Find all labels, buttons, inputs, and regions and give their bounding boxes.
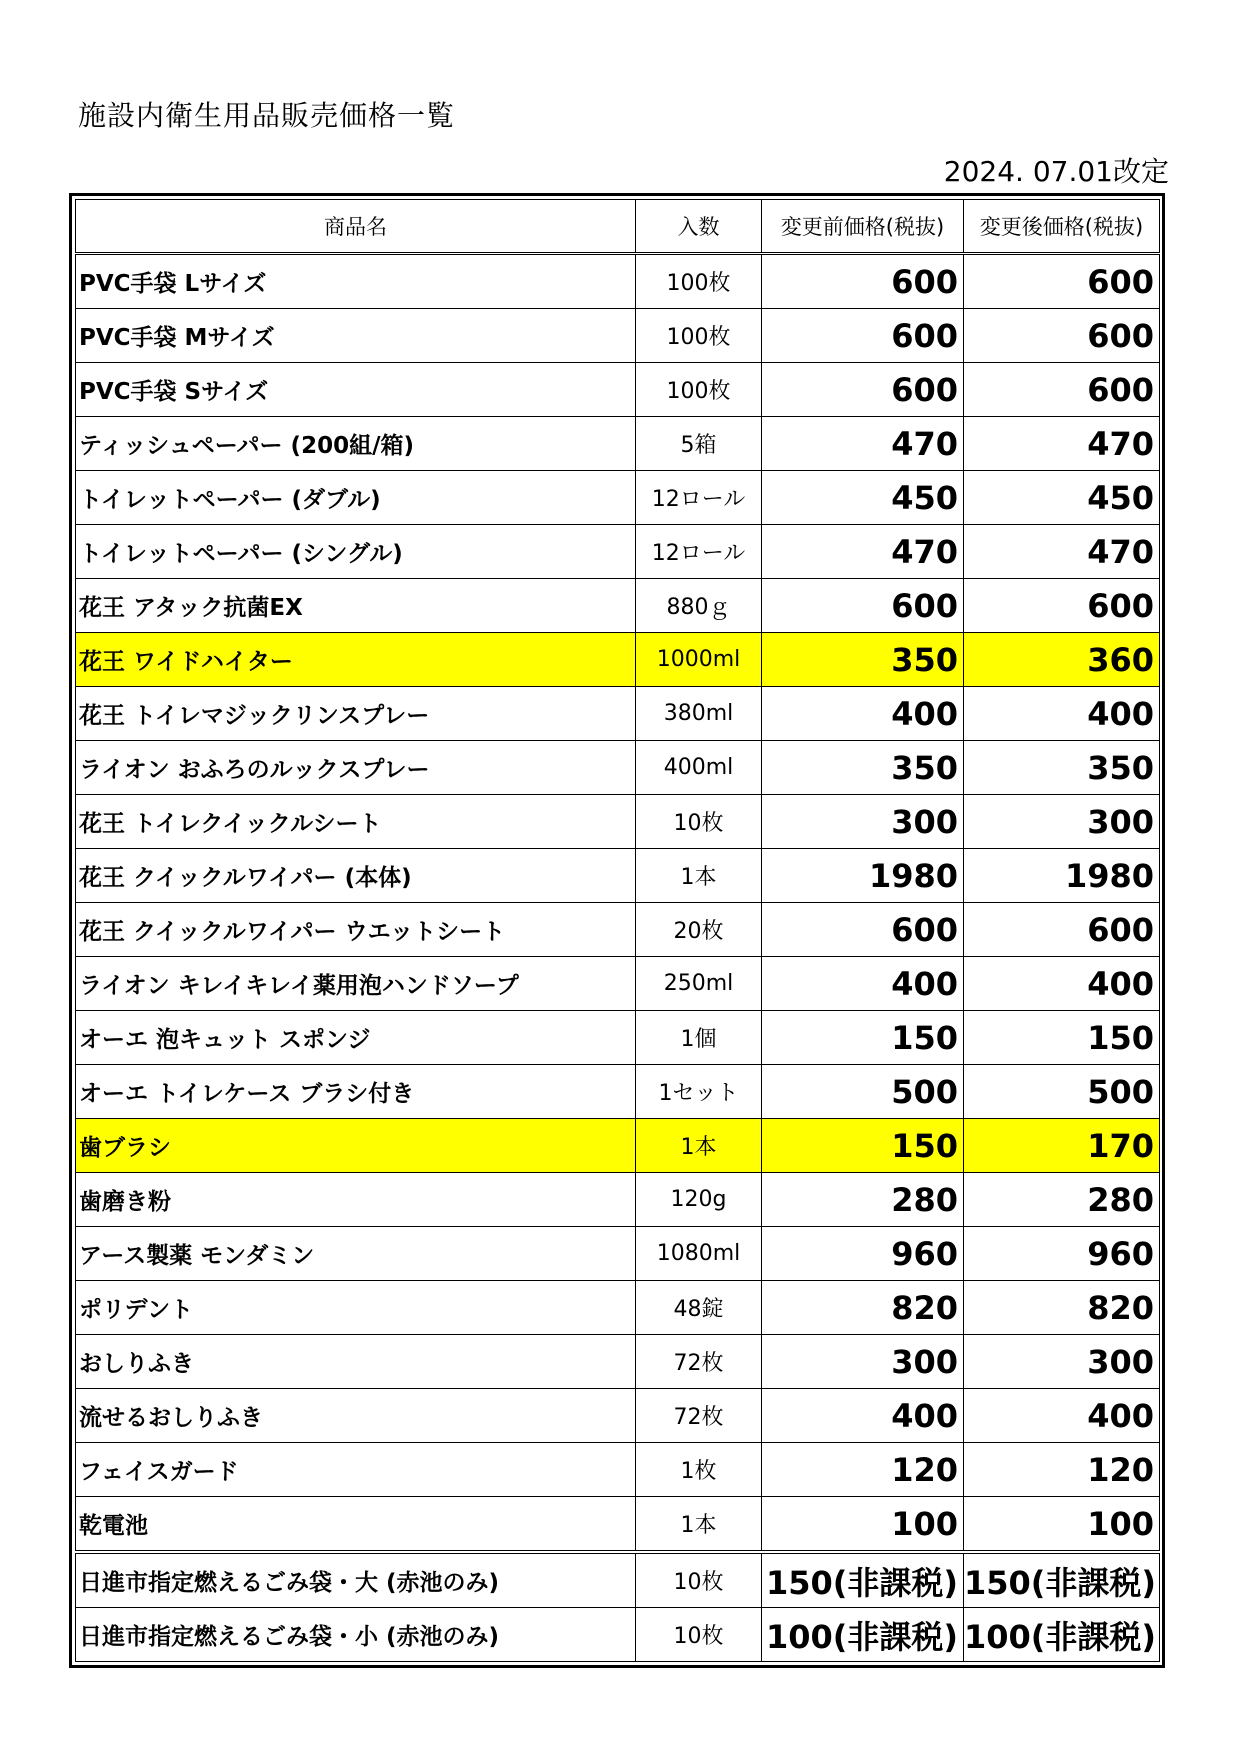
- header-new-price: 変更後価格(税抜): [964, 200, 1160, 254]
- product-name-cell: おしりふき: [76, 1335, 636, 1389]
- product-name-cell: トイレットペーパー (シングル): [76, 525, 636, 579]
- new-price-cell: 1980: [964, 849, 1160, 903]
- quantity-cell: 1セット: [636, 1065, 762, 1119]
- new-price-cell: 600: [964, 363, 1160, 417]
- table-row: [76, 957, 1160, 1011]
- price-table: [75, 199, 1160, 1662]
- new-price-cell: 100: [964, 1497, 1160, 1553]
- new-price-cell: 400: [964, 957, 1160, 1011]
- quantity-cell: 72枚: [636, 1389, 762, 1443]
- table-row: [76, 1608, 1160, 1662]
- product-name-cell: ライオン キレイキレイ薬用泡ハンドソープ: [76, 957, 636, 1011]
- old-price-cell: 300: [762, 795, 964, 849]
- quantity-cell: 10枚: [636, 1552, 762, 1608]
- old-price-cell: 120: [762, 1443, 964, 1497]
- old-price-cell: 470: [762, 525, 964, 579]
- old-price-cell: 300: [762, 1335, 964, 1389]
- quantity-cell: 1枚: [636, 1443, 762, 1497]
- product-name-cell: 花王 ワイドハイター: [76, 633, 636, 687]
- table-row: [76, 579, 1160, 633]
- header-row: [76, 200, 1160, 254]
- header-old-price: 変更前価格(税抜): [762, 200, 964, 254]
- quantity-cell: 72枚: [636, 1335, 762, 1389]
- new-price-cell: 600: [964, 903, 1160, 957]
- product-name-cell: 歯ブラシ: [76, 1119, 636, 1173]
- new-price-cell: 150(非課税): [964, 1552, 1160, 1608]
- product-name-cell: アース製薬 モンダミン: [76, 1227, 636, 1281]
- quantity-cell: 1本: [636, 849, 762, 903]
- revision-date: 2024. 07.01改定: [943, 155, 1169, 188]
- table-row: [76, 1443, 1160, 1497]
- new-price-cell: 360: [964, 633, 1160, 687]
- price-table-frame: [69, 193, 1165, 1668]
- table-row: [76, 849, 1160, 903]
- quantity-cell: 1000ml: [636, 633, 762, 687]
- new-price-cell: 100(非課税): [964, 1608, 1160, 1662]
- old-price-cell: 600: [762, 579, 964, 633]
- product-name-cell: 花王 クイックルワイパー (本体): [76, 849, 636, 903]
- quantity-cell: 20枚: [636, 903, 762, 957]
- table-row: [76, 471, 1160, 525]
- product-name-cell: 乾電池: [76, 1497, 636, 1553]
- old-price-cell: 100(非課税): [762, 1608, 964, 1662]
- new-price-cell: 170: [964, 1119, 1160, 1173]
- table-row: [76, 1389, 1160, 1443]
- product-name-cell: オーエ トイレケース ブラシ付き: [76, 1065, 636, 1119]
- product-name-cell: 流せるおしりふき: [76, 1389, 636, 1443]
- new-price-cell: 300: [964, 1335, 1160, 1389]
- new-price-cell: 350: [964, 741, 1160, 795]
- table-row: [76, 525, 1160, 579]
- new-price-cell: 400: [964, 687, 1160, 741]
- new-price-cell: 470: [964, 417, 1160, 471]
- product-name-cell: PVC手袋 Lサイズ: [76, 254, 636, 309]
- quantity-cell: 100枚: [636, 309, 762, 363]
- table-row: [76, 1281, 1160, 1335]
- table-row: [76, 1497, 1160, 1553]
- table-row: [76, 1552, 1160, 1608]
- quantity-cell: 48錠: [636, 1281, 762, 1335]
- old-price-cell: 350: [762, 741, 964, 795]
- quantity-cell: 10枚: [636, 795, 762, 849]
- old-price-cell: 600: [762, 254, 964, 309]
- old-price-cell: 470: [762, 417, 964, 471]
- quantity-cell: 380ml: [636, 687, 762, 741]
- old-price-cell: 400: [762, 957, 964, 1011]
- table-row: [76, 1227, 1160, 1281]
- new-price-cell: 150: [964, 1011, 1160, 1065]
- quantity-cell: 250ml: [636, 957, 762, 1011]
- new-price-cell: 450: [964, 471, 1160, 525]
- table-row: [76, 1065, 1160, 1119]
- new-price-cell: 300: [964, 795, 1160, 849]
- product-name-cell: 歯磨き粉: [76, 1173, 636, 1227]
- product-name-cell: PVC手袋 Sサイズ: [76, 363, 636, 417]
- product-name-cell: 花王 アタック抗菌EX: [76, 579, 636, 633]
- old-price-cell: 150: [762, 1119, 964, 1173]
- quantity-cell: 100枚: [636, 363, 762, 417]
- quantity-cell: 1個: [636, 1011, 762, 1065]
- old-price-cell: 100: [762, 1497, 964, 1553]
- table-row: [76, 741, 1160, 795]
- table-row: [76, 309, 1160, 363]
- product-name-cell: 花王 トイレクイックルシート: [76, 795, 636, 849]
- quantity-cell: 120g: [636, 1173, 762, 1227]
- old-price-cell: 400: [762, 687, 964, 741]
- quantity-cell: 10枚: [636, 1608, 762, 1662]
- table-row: [76, 687, 1160, 741]
- product-name-cell: ティッシュペーパー (200組/箱): [76, 417, 636, 471]
- old-price-cell: 600: [762, 309, 964, 363]
- quantity-cell: 12ロール: [636, 525, 762, 579]
- old-price-cell: 150(非課税): [762, 1552, 964, 1608]
- header-qty: 入数: [636, 200, 762, 254]
- header-name: 商品名: [76, 200, 636, 254]
- old-price-cell: 1980: [762, 849, 964, 903]
- table-row: [76, 795, 1160, 849]
- product-rows: [76, 254, 1160, 1553]
- garbage-bag-rows: [76, 1552, 1160, 1662]
- new-price-cell: 960: [964, 1227, 1160, 1281]
- old-price-cell: 960: [762, 1227, 964, 1281]
- old-price-cell: 600: [762, 903, 964, 957]
- table-row: [76, 1173, 1160, 1227]
- product-name-cell: 日進市指定燃えるごみ袋・大 (赤池のみ): [76, 1552, 636, 1608]
- product-name-cell: PVC手袋 Mサイズ: [76, 309, 636, 363]
- product-name-cell: トイレットペーパー (ダブル): [76, 471, 636, 525]
- new-price-cell: 400: [964, 1389, 1160, 1443]
- product-name-cell: 花王 クイックルワイパー ウエットシート: [76, 903, 636, 957]
- page-title: 施設内衛生用品販売価格一覧: [78, 99, 456, 132]
- product-name-cell: ライオン おふろのルックスプレー: [76, 741, 636, 795]
- quantity-cell: 1080ml: [636, 1227, 762, 1281]
- quantity-cell: 400ml: [636, 741, 762, 795]
- old-price-cell: 150: [762, 1011, 964, 1065]
- table-row: [76, 363, 1160, 417]
- quantity-cell: 5箱: [636, 417, 762, 471]
- new-price-cell: 600: [964, 579, 1160, 633]
- new-price-cell: 600: [964, 309, 1160, 363]
- table-row: [76, 633, 1160, 687]
- quantity-cell: 1本: [636, 1497, 762, 1553]
- product-name-cell: フェイスガード: [76, 1443, 636, 1497]
- product-name-cell: オーエ 泡キュット スポンジ: [76, 1011, 636, 1065]
- quantity-cell: 100枚: [636, 254, 762, 309]
- old-price-cell: 600: [762, 363, 964, 417]
- product-name-cell: ポリデント: [76, 1281, 636, 1335]
- new-price-cell: 470: [964, 525, 1160, 579]
- table-row: [76, 1335, 1160, 1389]
- table-row: [76, 254, 1160, 309]
- table-row: [76, 1119, 1160, 1173]
- new-price-cell: 500: [964, 1065, 1160, 1119]
- old-price-cell: 400: [762, 1389, 964, 1443]
- table-row: [76, 1011, 1160, 1065]
- quantity-cell: 12ロール: [636, 471, 762, 525]
- old-price-cell: 350: [762, 633, 964, 687]
- table-row: [76, 417, 1160, 471]
- table-row: [76, 903, 1160, 957]
- old-price-cell: 500: [762, 1065, 964, 1119]
- quantity-cell: 1本: [636, 1119, 762, 1173]
- new-price-cell: 120: [964, 1443, 1160, 1497]
- product-name-cell: 日進市指定燃えるごみ袋・小 (赤池のみ): [76, 1608, 636, 1662]
- new-price-cell: 600: [964, 254, 1160, 309]
- old-price-cell: 450: [762, 471, 964, 525]
- old-price-cell: 280: [762, 1173, 964, 1227]
- quantity-cell: 880ｇ: [636, 579, 762, 633]
- new-price-cell: 820: [964, 1281, 1160, 1335]
- old-price-cell: 820: [762, 1281, 964, 1335]
- new-price-cell: 280: [964, 1173, 1160, 1227]
- product-name-cell: 花王 トイレマジックリンスプレー: [76, 687, 636, 741]
